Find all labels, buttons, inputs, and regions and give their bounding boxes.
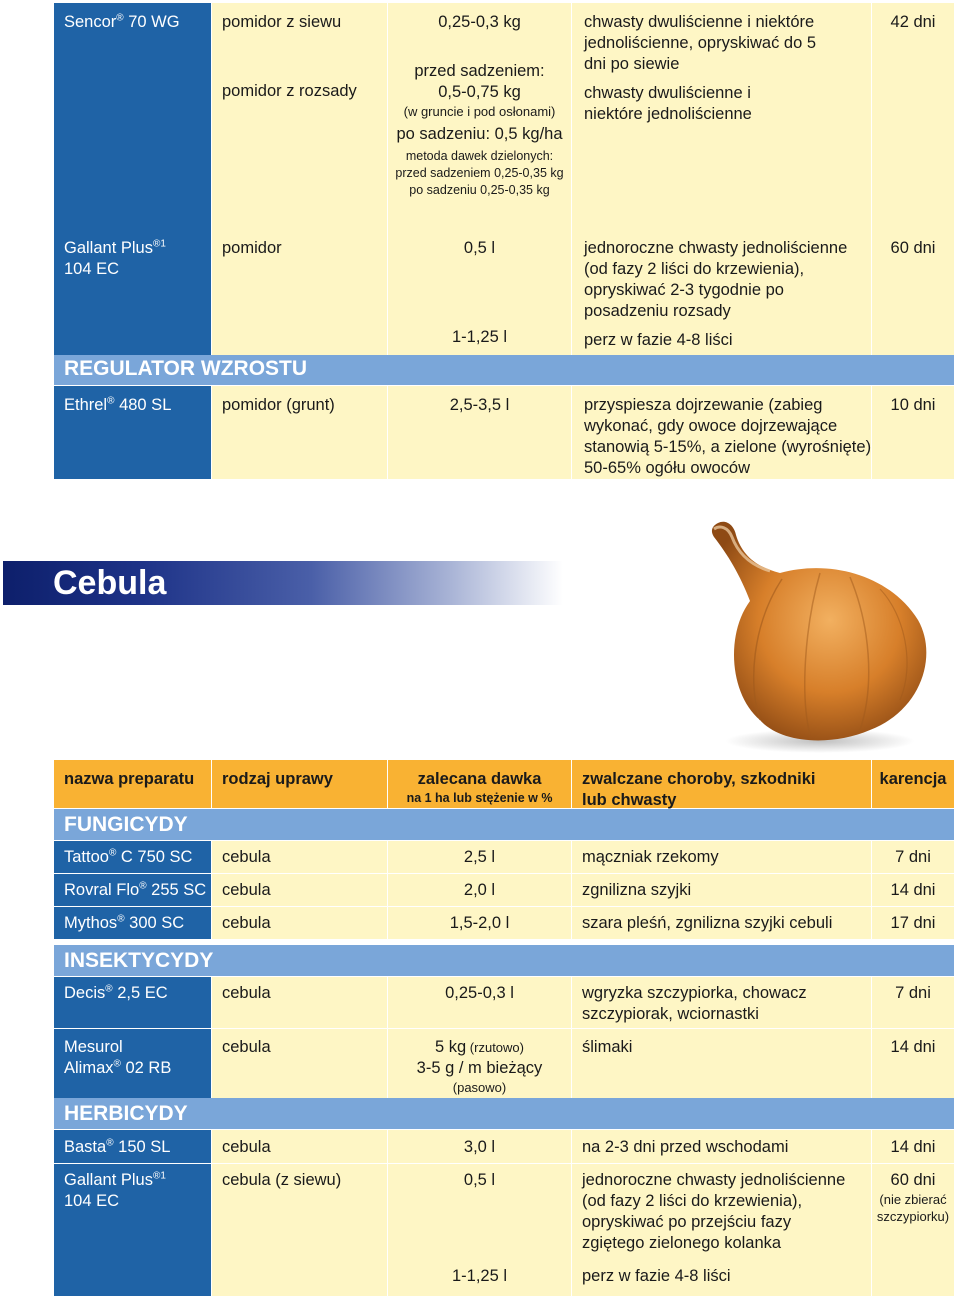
header-karencja: karencja bbox=[872, 760, 954, 808]
category-insektycydy: INSEKTYCYDY bbox=[54, 945, 954, 976]
crop-cell: cebula bbox=[212, 874, 387, 906]
karencja-cell: 17 dni bbox=[872, 907, 954, 939]
category-regulator: REGULATOR WZROSTU bbox=[54, 355, 954, 385]
pest-cell: jednoroczne chwasty jednoliścienne (od fazy 2 liści do krzewienia), opryskiwać 2-3 tygodnie po posadzeniu rozsady perz w fazie 4-8 liści bbox=[572, 229, 871, 355]
table-row bbox=[54, 1164, 954, 1296]
table-row bbox=[54, 386, 954, 479]
table-row bbox=[54, 3, 954, 229]
dose-cell: 5 kg (rzutowo) 3-5 g / m bieżący (pasowo) bbox=[388, 1029, 571, 1098]
dose-cell: 0,5 l 1-1,25 l bbox=[388, 229, 571, 355]
crop-cell: pomidor bbox=[212, 229, 387, 355]
table-row bbox=[54, 977, 954, 1028]
crop-cell: cebula bbox=[212, 907, 387, 939]
product-name: Gallant Plus$^{®1}$ 104 EC bbox=[54, 1164, 211, 1296]
product-name: Ethrel® 480 SL bbox=[54, 386, 211, 479]
header-pests: zwalczane choroby, szkodniki lub chwasty bbox=[572, 760, 871, 808]
dose-cell: 0,25-0,3 l bbox=[388, 977, 571, 1028]
crop-cell: cebula bbox=[212, 1130, 387, 1163]
crop-cell: pomidor z siewu pomidor z rozsady bbox=[212, 3, 387, 229]
pest-cell: na 2-3 dni przed wschodami bbox=[572, 1130, 871, 1163]
onion-image bbox=[700, 515, 935, 755]
karencja-cell: 7 dni bbox=[872, 841, 954, 873]
product-name: Mythos® 300 SC bbox=[54, 907, 211, 939]
pest-cell: chwasty dwuliścienne i niektóre jednoliścienne, opryskiwać do 5 dni po siewie chwasty dwuliścienne i niektóre jednoliścienne bbox=[572, 3, 871, 229]
dose-cell: 0,25-0,3 kg przed sadzeniem: 0,5-0,75 kg (w gruncie i pod osłonami) po sadzeniu: 0,5 kg/ha metoda dawek dzielonych: przed sadzeniem 0,25-0,35 kg po sadzeniu 0,25-0,35 kg bbox=[388, 3, 571, 229]
category-fungicydy: FUNGICYDY bbox=[54, 809, 954, 840]
crop-cell: cebula bbox=[212, 977, 387, 1028]
pest-cell: mączniak rzekomy bbox=[572, 841, 871, 873]
crop-cell: cebula (z siewu) bbox=[212, 1164, 387, 1296]
pest-cell: jednoroczne chwasty jednoliścienne (od fazy 2 liści do krzewienia), opryskiwać po przejściu fazy zgiętego zielonego kolanka perz w fazie 4-8 liści bbox=[572, 1164, 871, 1296]
table-row bbox=[54, 874, 954, 906]
product-name: Tattoo® C 750 SC bbox=[54, 841, 211, 873]
dose-cell: 2,5 l bbox=[388, 841, 571, 873]
product-name: Rovral Flo® 255 SC bbox=[54, 874, 211, 906]
product-name: Sencor® 70 WG bbox=[54, 3, 211, 229]
karencja-cell: 60 dni bbox=[872, 229, 954, 355]
product-name: Decis® 2,5 EC bbox=[54, 977, 211, 1028]
section-title: Cebula bbox=[53, 564, 167, 602]
dose-cell: 0,5 l 1-1,25 l bbox=[388, 1164, 571, 1296]
pest-cell: ślimaki bbox=[572, 1029, 871, 1098]
karencja-cell: 42 dni bbox=[872, 3, 954, 229]
pest-cell: zgnilizna szyjki bbox=[572, 874, 871, 906]
product-name: Basta® 150 SL bbox=[54, 1130, 211, 1163]
pest-cell: przyspiesza dojrzewanie (zabieg wykonać, gdy owoce dojrzewające stanowią 5-15%, a zielone (wyrośnięte) 50-65% ogółu owoców bbox=[572, 386, 871, 479]
pest-cell: wgryzka szczypiorka, chowacz szczypiorak, wciornastki bbox=[572, 977, 871, 1028]
table-row bbox=[54, 1130, 954, 1163]
header-name: nazwa preparatu bbox=[54, 760, 211, 808]
table-row bbox=[54, 229, 954, 355]
karencja-cell: 14 dni bbox=[872, 1029, 954, 1098]
karencja-cell: 14 dni bbox=[872, 874, 954, 906]
dose-cell: 2,0 l bbox=[388, 874, 571, 906]
table-header bbox=[54, 760, 954, 808]
crop-cell: cebula bbox=[212, 1029, 387, 1098]
dose-cell: 1,5-2,0 l bbox=[388, 907, 571, 939]
dose-cell: 3,0 l bbox=[388, 1130, 571, 1163]
crop-cell: cebula bbox=[212, 841, 387, 873]
pest-cell: szara pleśń, zgnilizna szyjki cebuli bbox=[572, 907, 871, 939]
karencja-cell: 60 dni (nie zbierać szczypiorku) bbox=[872, 1164, 954, 1296]
table-row bbox=[54, 907, 954, 939]
table-row bbox=[54, 841, 954, 873]
product-name: Gallant Plus$^{®1}$ 104 EC bbox=[54, 229, 211, 355]
table-row bbox=[54, 1029, 954, 1098]
section-banner bbox=[3, 561, 563, 605]
header-dose: zalecana dawka na 1 ha lub stężenie w % bbox=[388, 760, 571, 808]
category-herbicydy: HERBICYDY bbox=[54, 1098, 954, 1129]
header-crop: rodzaj uprawy bbox=[212, 760, 387, 808]
karencja-cell: 10 dni bbox=[872, 386, 954, 479]
product-name: Mesurol Alimax® 02 RB bbox=[54, 1029, 211, 1098]
karencja-cell: 7 dni bbox=[872, 977, 954, 1028]
dose-cell: 2,5-3,5 l bbox=[388, 386, 571, 479]
karencja-cell: 14 dni bbox=[872, 1130, 954, 1163]
crop-cell: pomidor (grunt) bbox=[212, 386, 387, 479]
